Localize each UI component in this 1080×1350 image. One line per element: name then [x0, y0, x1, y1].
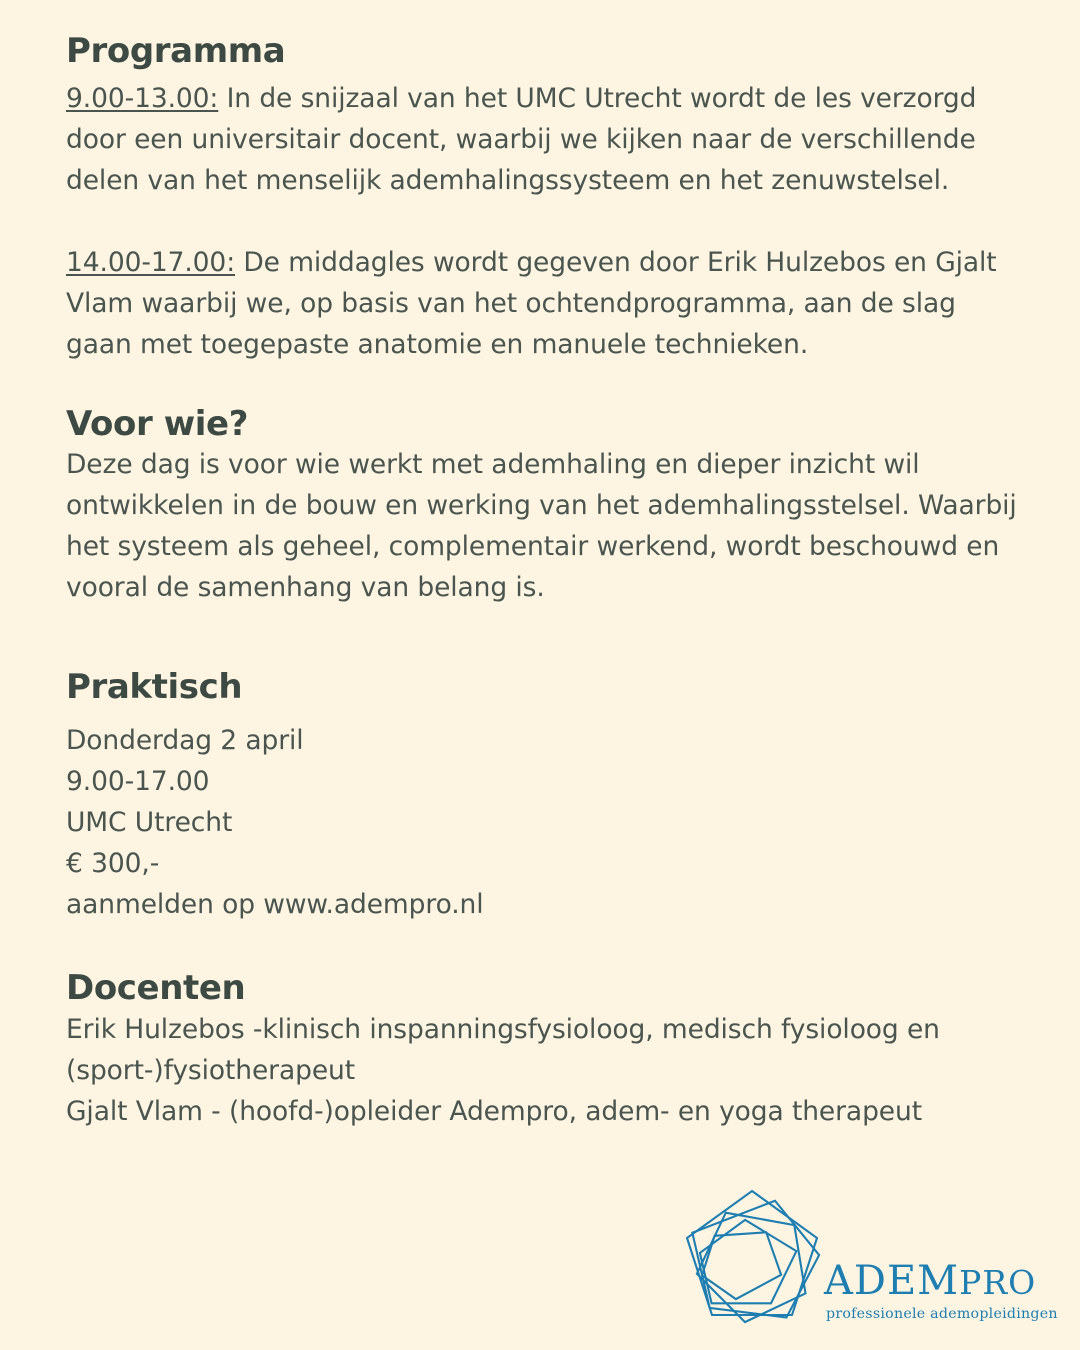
logo-name-small: PRO: [959, 1263, 1037, 1302]
praktisch-line-time: 9.00-17.00: [66, 766, 210, 798]
docent-erik-hulzebos: Erik Hulzebos -klinisch inspanningsfysioloog, medisch fysioloog en (sport-)fysiotherapeut: [66, 1013, 940, 1086]
afternoon-description: De middagles wordt gegeven door Erik Hulzebos en Gjalt Vlam waarbij we, op basis van het ochtendprogramma, aan de slag gaan met toegepaste anatomie en manuele technieken.: [66, 246, 997, 360]
adempro-logo: [676, 1184, 1068, 1334]
praktisch-line-date: Donderdag 2 april: [66, 725, 304, 757]
praktisch-line-location: UMC Utrecht: [66, 807, 233, 839]
section-heading-programma: Programma: [66, 31, 286, 71]
morning-time-label: 9.00-13.00:: [66, 82, 219, 114]
paragraph-afternoon-session: [66, 242, 1020, 365]
docenten-list: [66, 1009, 1020, 1132]
nested-pentagons-svg: [676, 1184, 828, 1334]
logo-tagline: professionele ademopleidingen: [826, 1306, 1058, 1322]
paragraph-spacer: [66, 201, 1020, 242]
section-heading-docenten: Docenten: [66, 968, 246, 1009]
section-heading-praktisch: Praktisch: [66, 667, 243, 708]
afternoon-time-label: 14.00-17.00:: [66, 246, 236, 278]
logo-name: [824, 1260, 1068, 1304]
paragraph-morning-session: [66, 78, 1020, 201]
section-heading-voor-wie: Voor wie?: [66, 403, 249, 444]
praktisch-line-signup: aanmelden op www.adempro.nl: [66, 889, 484, 921]
adempro-wordmark: [824, 1260, 1068, 1323]
docent-gjalt-vlam: Gjalt Vlam - (hoofd-)opleider Adempro, adem- en yoga therapeut: [66, 1095, 922, 1127]
praktisch-line-price: € 300,-: [66, 848, 160, 880]
morning-description: In de snijzaal van het UMC Utrecht wordt de les verzorgd door een universitair docent, waarbij we kijken naar de verschillende delen van het menselijk ademhalingssysteem en het zenuwstelsel.: [66, 82, 977, 196]
nested-pentagons-icon: [676, 1184, 828, 1334]
logo-name-main: ADEM: [824, 1258, 960, 1304]
praktisch-details-list: [66, 720, 1020, 925]
paragraph-voor-wie: Deze dag is voor wie werkt met ademhaling en dieper inzicht wil ontwikkelen in de bouw en werking van het ademhalingsstelsel. Waarbij het systeem als geheel, complementair werkend, wordt beschouwd en vooral de samenhang van belang is.: [66, 449, 1017, 604]
